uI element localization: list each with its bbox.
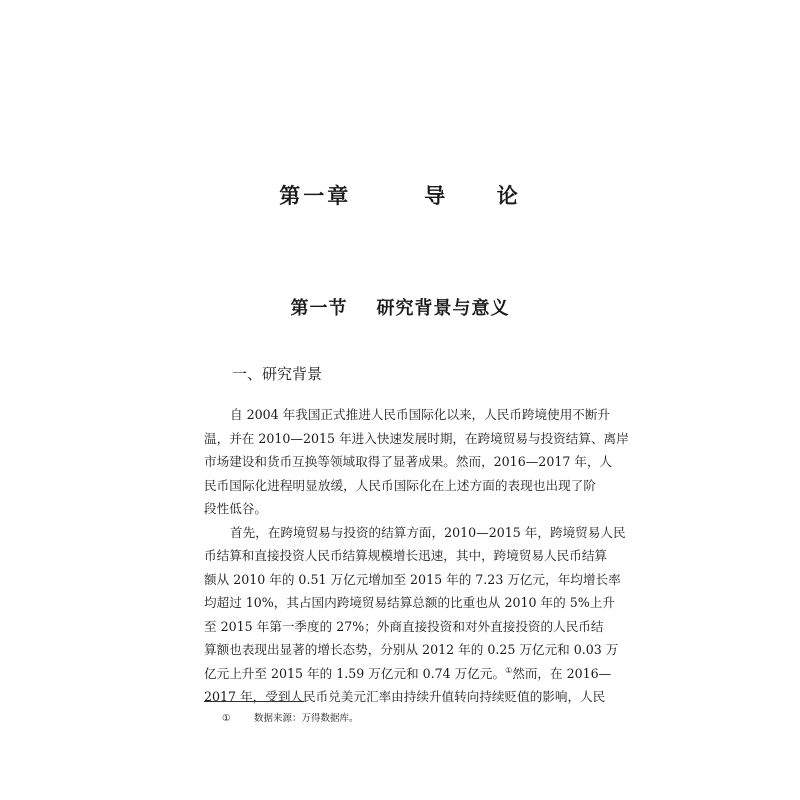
chapter-title: 第一章 导 论 bbox=[279, 184, 521, 208]
paragraph-1-line: 温，并在 2010—2015 年进入快速发展时期，在跨境贸易与投资结算、离岸 bbox=[204, 430, 629, 446]
footnote-text: 数据来源：万得数据库。 bbox=[254, 713, 359, 724]
paragraph-1-line: 民币国际化进程明显放缓，人民币国际化在上述方面的表现也出现了阶 bbox=[204, 477, 596, 493]
footnote-divider bbox=[204, 701, 304, 702]
footnote bbox=[222, 710, 359, 724]
paragraph-2-line: 币结算和直接投资人民币结算规模增长迅速，其中，跨境贸易人民币结算 bbox=[204, 548, 607, 563]
paragraph-2-line-with-footnote bbox=[204, 662, 612, 686]
line-text: 亿元上升至 2015 年的 1.59 万亿元和 0.74 万亿元。 bbox=[204, 665, 506, 681]
paragraph-2-line: 至 2015 年第一季度的 27%；外商直接投资和对外直接投资的人民币结 bbox=[204, 618, 604, 634]
footnote-reference[interactable]: ① bbox=[505, 665, 513, 675]
paragraph-2-line: 均超过 10%，其占国内跨境贸易结算总额的比重也从 2010 年的 5%上升 bbox=[204, 595, 615, 610]
paragraph-2-line: 首先，在跨境贸易与投资的结算方面，2010—2015 年，跨境贸易人民 bbox=[230, 524, 626, 540]
body-text bbox=[204, 403, 629, 709]
paragraph-1-line: 自 2004 年我国正式推进人民币国际化以来，人民币跨境使用不断升 bbox=[230, 407, 611, 422]
footnote-number: ① bbox=[222, 713, 231, 724]
paragraph-2-line: 2017 年，受到人民币兑美元汇率由持续升值转向持续贬值的影响，人民 bbox=[204, 689, 606, 704]
subsection-title: 一、研究背景 bbox=[232, 365, 323, 383]
line-text-tail: 然而，在 2016— bbox=[512, 665, 612, 681]
paragraph-2-line: 算额也表现出显著的增长态势，分别从 2012 年的 0.25 万亿元和 0.03 万 bbox=[204, 642, 619, 657]
section-title: 第一节 研究背景与意义 bbox=[290, 298, 510, 319]
paragraph-1-line: 市场建设和货币互换等领域取得了显著成果。然而，2016—2017 年，人 bbox=[204, 454, 613, 469]
paragraph-1-line: 段性低谷。 bbox=[204, 501, 267, 516]
paragraph-2-line: 额从 2010 年的 0.51 万亿元增加至 2015 年的 7.23 万亿元，年均增长率 bbox=[204, 571, 621, 587]
